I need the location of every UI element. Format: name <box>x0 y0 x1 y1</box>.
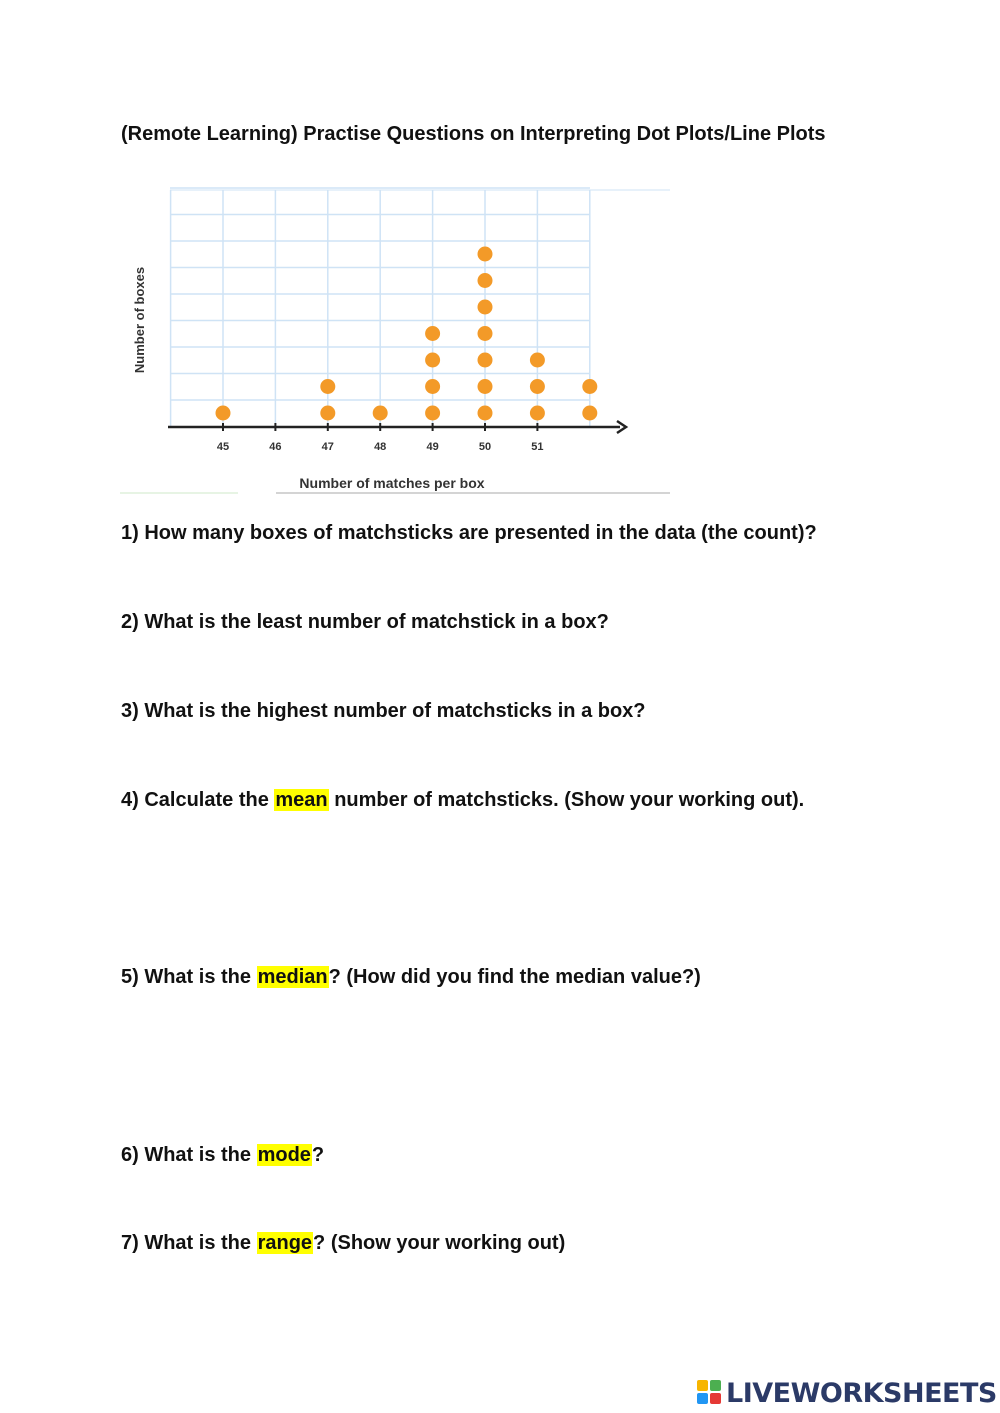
data-dot <box>582 379 597 394</box>
question-5 <box>121 966 701 989</box>
dot-plot-svg <box>120 186 672 498</box>
data-dot <box>425 326 440 341</box>
question-3 <box>121 700 646 723</box>
x-tick-label: 46 <box>269 441 282 453</box>
x-tick-label: 47 <box>321 441 334 453</box>
data-dot <box>478 353 493 368</box>
logo-text: LIVEWORKSHEETS <box>726 1377 997 1409</box>
question-4-text-start: 4) Calculate the <box>121 789 275 811</box>
question-7-highlight: range <box>257 1232 313 1254</box>
data-dot <box>478 273 493 288</box>
data-dot <box>530 406 545 421</box>
question-2-text: 2) What is the least number of matchstick in a box? <box>121 611 609 633</box>
question-5-text-start: 5) What is the <box>121 966 257 988</box>
question-5-highlight: median <box>257 966 328 988</box>
question-3-text: 3) What is the highest number of matchsticks in a box? <box>121 700 646 722</box>
x-axis-title: Number of matches per box <box>299 475 485 491</box>
question-7-text-start: 7) What is the <box>121 1232 257 1254</box>
data-dot <box>373 406 388 421</box>
data-dot <box>530 379 545 394</box>
x-tick-label: 50 <box>478 441 492 453</box>
data-dot <box>478 247 493 262</box>
x-tick-label: 45 <box>216 441 230 453</box>
question-1-text: 1) How many boxes of matchsticks are presented in the data (the count)? <box>121 522 817 544</box>
data-dot <box>320 379 335 394</box>
x-tick-label: 48 <box>374 441 387 453</box>
page-title: (Remote Learning) Practise Questions on Interpreting Dot Plots/Line Plots <box>121 123 826 145</box>
y-axis-title: Number of boxes <box>132 266 147 374</box>
question-7 <box>121 1232 565 1255</box>
logo-grid-icon <box>697 1380 723 1406</box>
x-tick-label: 49 <box>426 441 439 453</box>
data-dot <box>320 406 335 421</box>
data-dot <box>425 379 440 394</box>
data-dot <box>216 406 231 421</box>
question-1 <box>121 522 817 545</box>
data-dot <box>425 353 440 368</box>
liveworksheets-logo[interactable] <box>697 1377 997 1409</box>
data-dot <box>530 353 545 368</box>
question-7-text-end: ? (Show your working out) <box>313 1232 566 1254</box>
question-6-text-start: 6) What is the <box>121 1144 257 1166</box>
question-6 <box>121 1144 324 1167</box>
question-2 <box>121 611 609 634</box>
dot-plot-chart <box>120 186 672 498</box>
data-dot <box>582 406 597 421</box>
question-4-text-end: number of matchsticks. (Show your working out). <box>328 789 805 811</box>
question-6-text-end: ? <box>311 1144 325 1166</box>
question-5-text-end: ? (How did you find the median value?) <box>328 966 701 988</box>
data-dot <box>478 406 493 421</box>
data-dot <box>478 326 493 341</box>
data-dot <box>478 379 493 394</box>
question-6-highlight: mode <box>257 1144 311 1166</box>
question-4 <box>121 789 804 812</box>
data-dot <box>425 406 440 421</box>
data-dot <box>478 300 493 315</box>
x-tick-label: 51 <box>531 441 544 453</box>
question-4-highlight: mean <box>275 789 328 811</box>
